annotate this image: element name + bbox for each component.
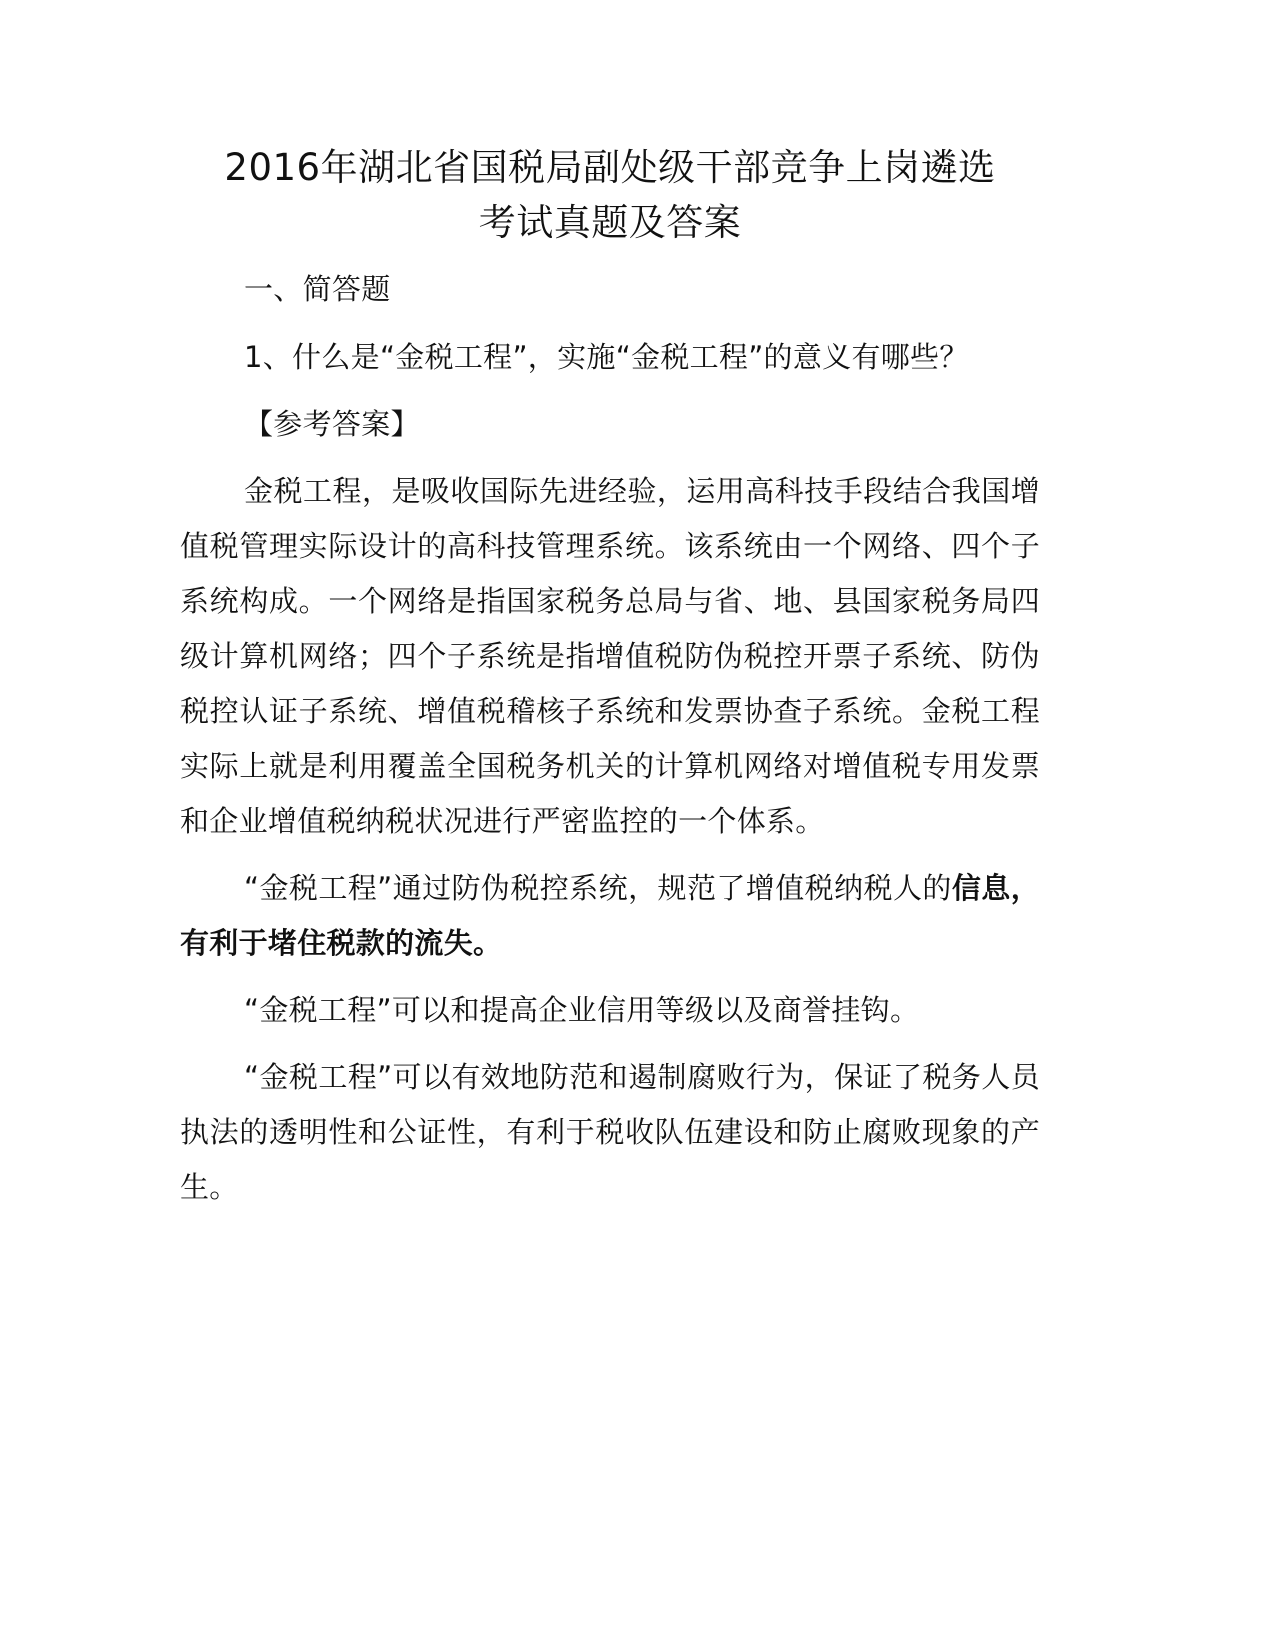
answer-paragraph-2-bold-text: 信息，有利于堵住税款的流失。 [180,871,1040,960]
title-line-2: 考试真题及答案 [478,201,742,244]
section-heading: 一、简答题 [244,272,391,306]
answer-paragraph-2 [180,861,1040,971]
title-line-1: 2016年湖北省国税局副处级干部竞争上岗遴选 [224,146,996,189]
answer-paragraph-2-text: “金税工程”通过防伪税控系统，规范了增值税纳税人的 [244,871,952,905]
answer-paragraph-1: 金税工程，是吸收国际先进经验，运用高科技手段结合我国增值税管理实际设计的高科技管理系统。该系统由一个网络、四个子系统构成。一个网络是指国家税务总局与省、地、县国家税务局四级计算机网络；四个子系统是指增值税防伪税控开票子系统、防伪税控认证子系统、增值税稽核子系统和发票协查子系统。金税工程实际上就是利用覆盖全国税务机关的计算机网络对增值税专用发票和企业增值税纳税状况进行严密监控的一个体系。 [180,474,1040,838]
question-1: 1、什么是“金税工程”，实施“金税工程”的意义有哪些？ [244,340,969,374]
answer-paragraph-3: “金税工程”可以和提高企业信用等级以及商誉挂钩。 [244,993,920,1027]
answer-paragraph-4: “金税工程”可以有效地防范和遏制腐败行为，保证了税务人员执法的透明性和公证性，有利于税收队伍建设和防止腐败现象的产生。 [180,1060,1040,1204]
document-page [180,140,1040,1227]
document-title [180,140,1040,250]
answer-label: 【参考答案】 [244,407,420,441]
